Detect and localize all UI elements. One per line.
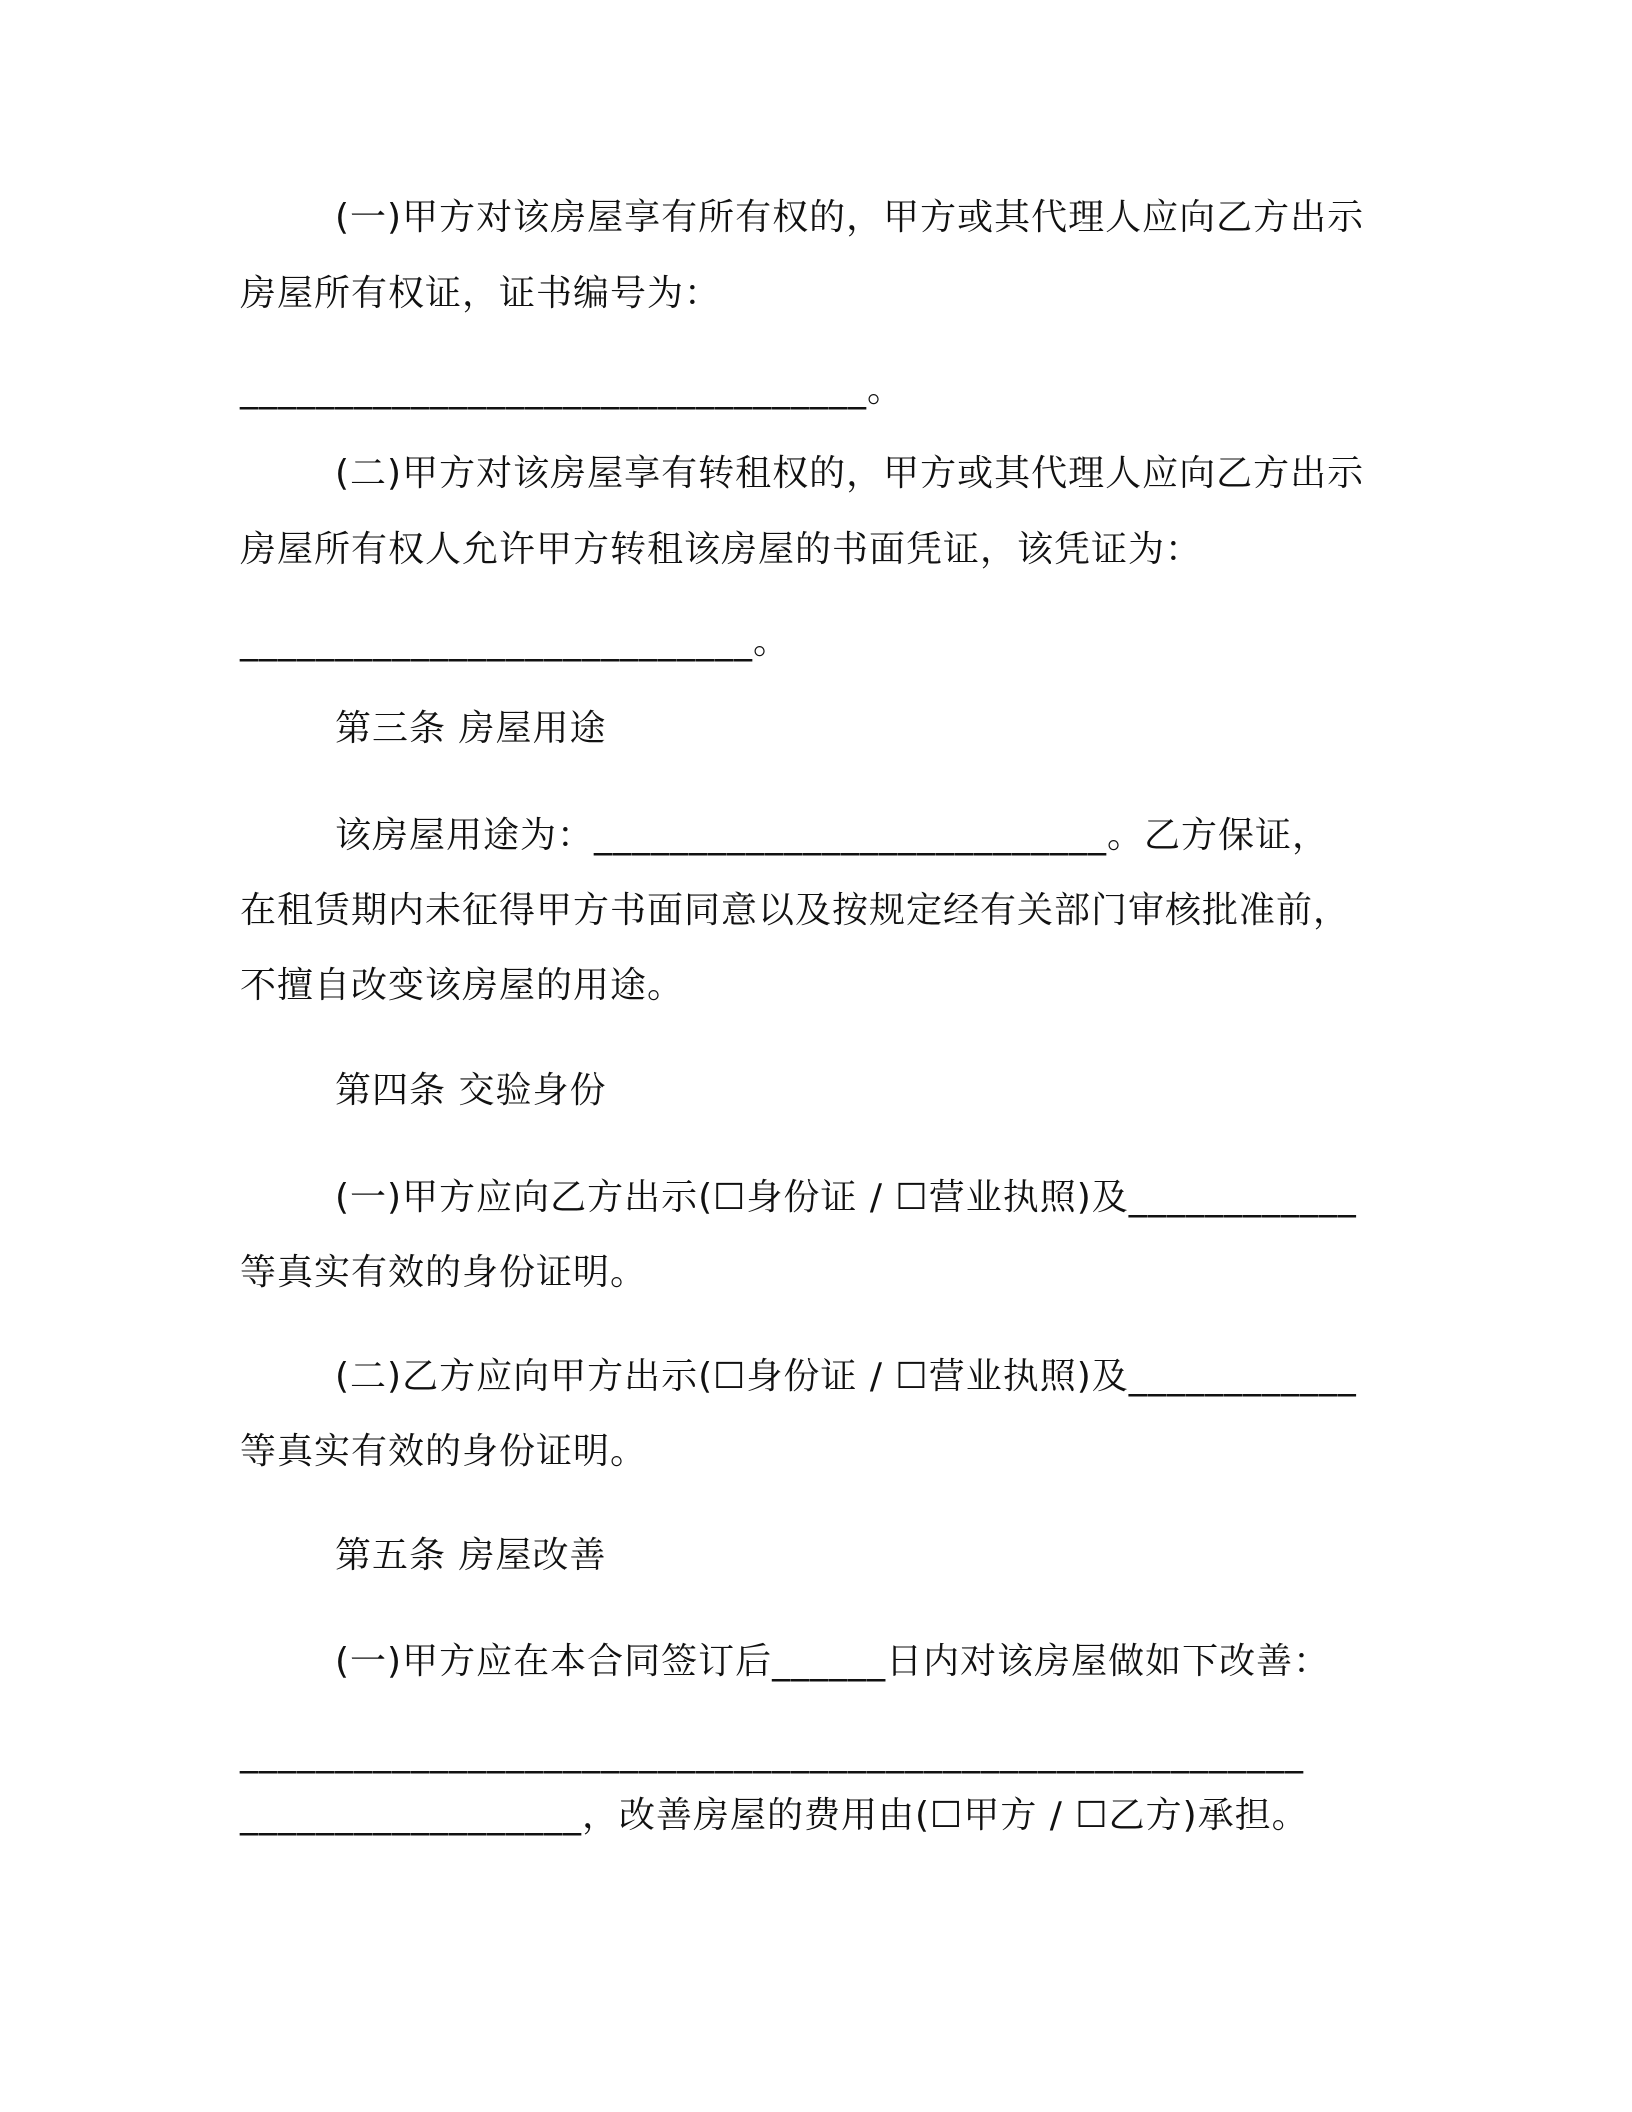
improvement-blank-line: ________________________________________________________ — [240, 1733, 1304, 1774]
article-5-heading: 第五条 房屋改善 — [335, 1535, 607, 1576]
sublease-voucher-blank: ___________________________。 — [240, 621, 790, 662]
article-4-1-line-1: (一)甲方应向乙方出示(☐身份证 / ☐营业执照)及____________ — [335, 1177, 1357, 1218]
clause-2-1-line-2: 房屋所有权证，证书编号为： — [240, 273, 722, 314]
article-5-1-line-3: __________________，改善房屋的费用由(☐甲方 / ☐乙方)承担。 — [240, 1795, 1309, 1836]
certificate-number-blank: _________________________________。 — [240, 369, 904, 410]
article-3-heading: 第三条 房屋用途 — [335, 708, 607, 749]
article-3-line-2: 在租赁期内未征得甲方书面同意以及按规定经有关部门审核批准前， — [240, 890, 1351, 931]
article-4-1-line-2: 等真实有效的身份证明。 — [240, 1252, 648, 1293]
clause-2-2-line-2: 房屋所有权人允许甲方转租该房屋的书面凭证，该凭证为： — [240, 529, 1203, 570]
article-4-heading: 第四条 交验身份 — [335, 1070, 607, 1111]
article-3-line-1: 该房屋用途为：___________________________。乙方保证， — [335, 815, 1330, 856]
article-4-2-line-2: 等真实有效的身份证明。 — [240, 1431, 648, 1472]
clause-2-1-line-1: (一)甲方对该房屋享有所有权的，甲方或其代理人应向乙方出示 — [335, 197, 1365, 238]
article-5-1-line-1: (一)甲方应在本合同签订后______日内对该房屋做如下改善： — [335, 1641, 1331, 1682]
clause-2-2-line-1: (二)甲方对该房屋享有转租权的，甲方或其代理人应向乙方出示 — [335, 453, 1365, 494]
article-4-2-line-1: (二)乙方应向甲方出示(☐身份证 / ☐营业执照)及____________ — [335, 1356, 1357, 1397]
article-3-line-3: 不擅自改变该房屋的用途。 — [240, 965, 685, 1006]
